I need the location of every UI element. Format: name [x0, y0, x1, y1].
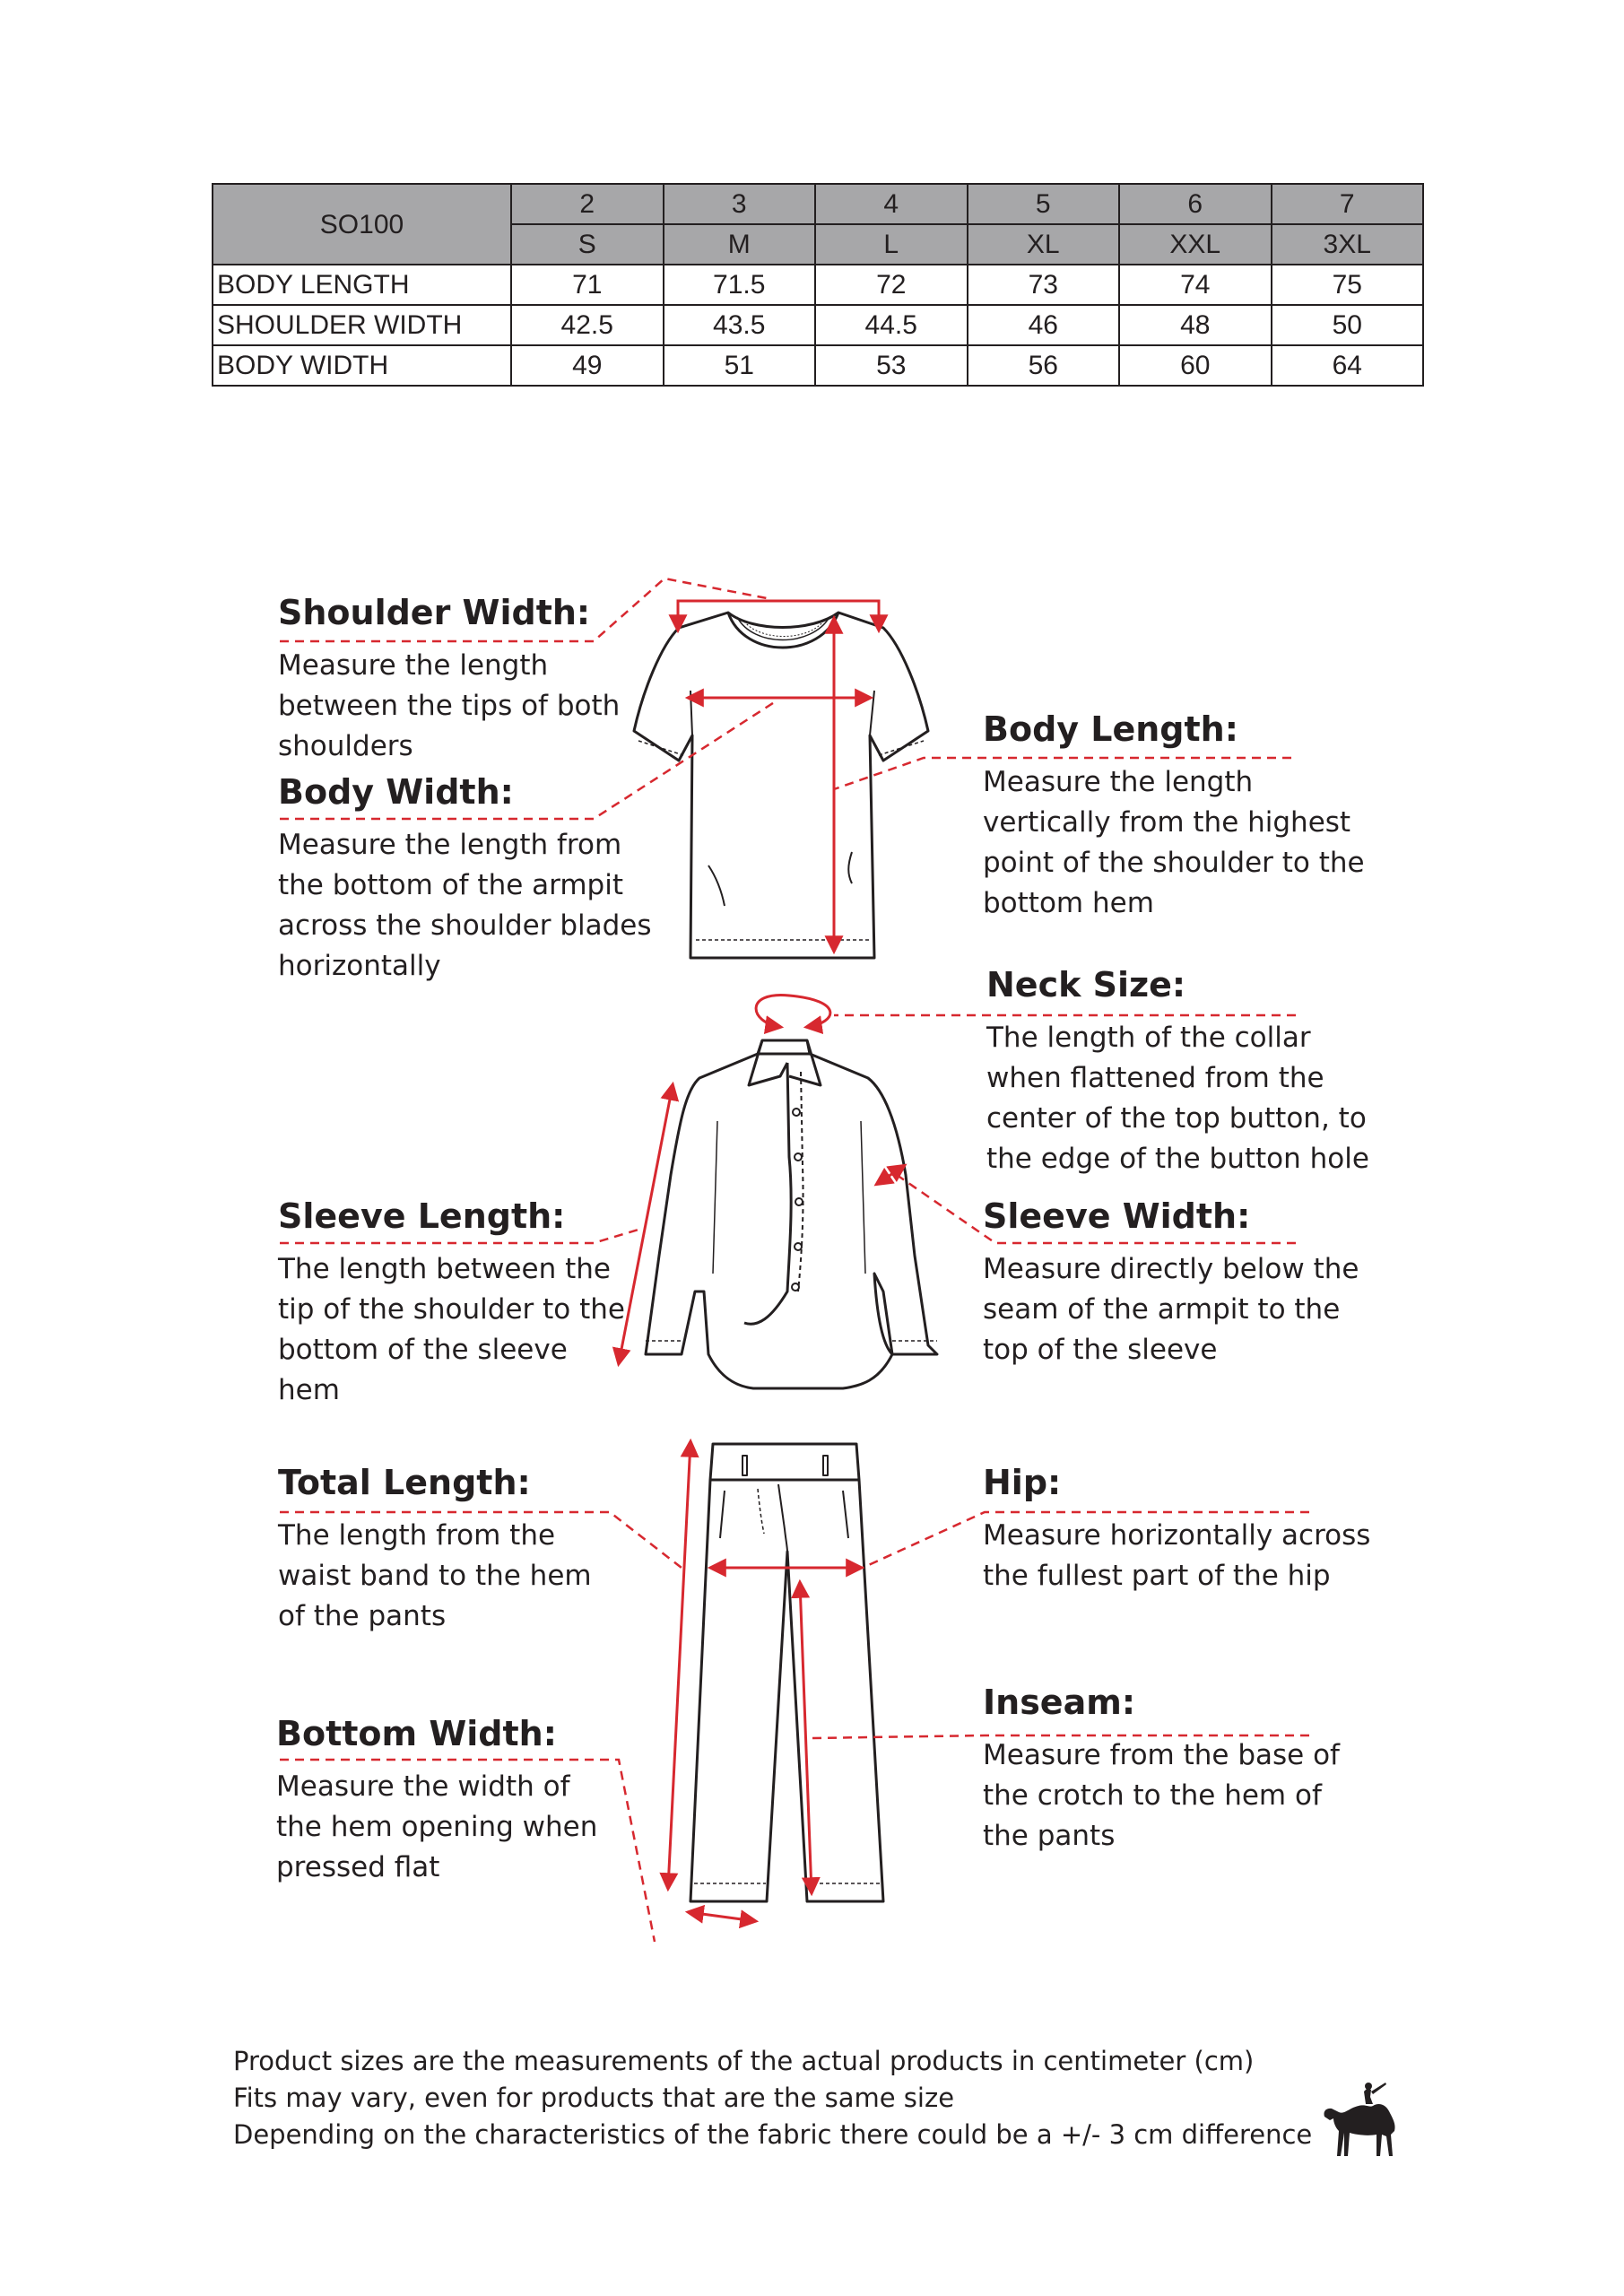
camel-rider-logo-icon [1314, 2081, 1412, 2161]
pants-illustration [690, 1444, 883, 1901]
size-letter: XXL [1119, 224, 1272, 265]
sleeve-width-title: Sleeve Width: [983, 1196, 1251, 1236]
description-line: Measure from the base of [983, 1739, 1340, 1771]
bottom-width-description [276, 1767, 653, 1888]
description-line: seam of the armpit to the [983, 1293, 1341, 1326]
description-line: of the pants [278, 1600, 447, 1632]
description-line: the bottom of the armpit [278, 869, 624, 901]
footer-line: Product sizes are the measurements of the actual products in centimeter (cm) [233, 2046, 1255, 2076]
bottom-width-label [276, 1713, 653, 1888]
table-cell: 42.5 [511, 305, 664, 345]
size-letter: 3XL [1272, 224, 1424, 265]
body-length-description [983, 762, 1377, 924]
table-cell: 50 [1272, 305, 1424, 345]
description-line: Measure horizontally across [983, 1519, 1371, 1552]
description-line: bottom hem [983, 887, 1154, 919]
description-line: center of the top button, to [986, 1102, 1367, 1135]
sleeve-length-description [278, 1249, 655, 1411]
description-line: between the tips of both [278, 690, 621, 722]
description-line: waist band to the hem [278, 1560, 592, 1592]
size-letter: S [511, 224, 664, 265]
description-line: The length from the [278, 1519, 556, 1552]
size-letter: XL [968, 224, 1120, 265]
hip-title: Hip: [983, 1463, 1062, 1502]
description-line: the edge of the button hole [986, 1143, 1369, 1175]
table-cell: 46 [968, 305, 1120, 345]
footer-notes [233, 2043, 1312, 2153]
size-number: 3 [664, 184, 816, 224]
tshirt-illustration [634, 613, 928, 958]
shirt-illustration [646, 1040, 937, 1388]
total-length-label [278, 1462, 655, 1637]
description-line: Measure the length [983, 766, 1254, 798]
bottom-width-title: Bottom Width: [276, 1714, 557, 1753]
description-line: top of the sleeve [983, 1334, 1218, 1366]
table-cell: 53 [815, 345, 968, 386]
size-number: 5 [968, 184, 1120, 224]
description-line: Measure directly below the [983, 1253, 1359, 1285]
table-cell: 49 [511, 345, 664, 386]
body-width-title: Body Width: [278, 772, 514, 812]
shoulder-width-title: Shoulder Width: [278, 593, 591, 632]
size-number: 2 [511, 184, 664, 224]
body-length-label [983, 709, 1377, 924]
table-cell: 64 [1272, 345, 1424, 386]
description-line: vertically from the highest [983, 806, 1351, 839]
hip-label [983, 1462, 1377, 1596]
body-length-title: Body Length: [983, 709, 1238, 749]
table-cell: 74 [1119, 265, 1272, 305]
description-line: Measure the length from [278, 829, 622, 861]
table-cell: 71.5 [664, 265, 816, 305]
description-line: Measure the width of [276, 1770, 570, 1803]
footer-line: Depending on the characteristics of the fabric there could be a +/- 3 cm difference [233, 2119, 1313, 2150]
description-line: The length between the [278, 1253, 611, 1285]
row-label: BODY WIDTH [213, 345, 511, 386]
table-cell: 56 [968, 345, 1120, 386]
footer-line: Fits may vary, even for products that are the same size [233, 2083, 955, 2113]
neck-size-title: Neck Size: [986, 965, 1186, 1004]
description-line: the pants [983, 1820, 1116, 1852]
table-cell: 48 [1119, 305, 1272, 345]
inseam-description [983, 1735, 1377, 1857]
body-width-label [278, 771, 655, 987]
table-cell: 71 [511, 265, 664, 305]
row-label: SHOULDER WIDTH [213, 305, 511, 345]
body-width-description [278, 825, 655, 987]
description-line: the crotch to the hem of [983, 1779, 1322, 1812]
sleeve-width-description [983, 1249, 1377, 1370]
inseam-label [983, 1682, 1377, 1857]
table-cell: 72 [815, 265, 968, 305]
description-line: point of the shoulder to the [983, 847, 1365, 879]
size-number: 4 [815, 184, 968, 224]
table-cell: 75 [1272, 265, 1424, 305]
description-line: The length of the collar [986, 1022, 1311, 1054]
description-line: hem [278, 1374, 340, 1406]
table-cell: 60 [1119, 345, 1272, 386]
total-length-title: Total Length: [278, 1463, 531, 1502]
table-cell: 43.5 [664, 305, 816, 345]
neck-size-label [986, 964, 1381, 1179]
description-line: when flattened from the [986, 1062, 1324, 1094]
neck-size-description [986, 1018, 1381, 1179]
shoulder-width-label [278, 592, 655, 767]
sleeve-length-label [278, 1196, 655, 1411]
total-length-description [278, 1516, 655, 1637]
shoulder-width-description [278, 646, 655, 767]
description-line: bottom of the sleeve [278, 1334, 568, 1366]
description-line: horizontally [278, 950, 441, 982]
table-cell: 44.5 [815, 305, 968, 345]
table-cell: 73 [968, 265, 1120, 305]
description-line: pressed flat [276, 1851, 440, 1883]
size-number: 7 [1272, 184, 1424, 224]
description-line: Measure the length [278, 649, 549, 682]
size-letter: M [664, 224, 816, 265]
description-line: across the shoulder blades [278, 909, 652, 942]
description-line: shoulders [278, 730, 413, 762]
description-line: the hem opening when [276, 1811, 598, 1843]
sleeve-width-label [983, 1196, 1377, 1370]
size-number: 6 [1119, 184, 1272, 224]
description-line: the fullest part of the hip [983, 1560, 1331, 1592]
description-line: tip of the shoulder to the [278, 1293, 625, 1326]
sleeve-length-title: Sleeve Length: [278, 1196, 566, 1236]
hip-description [983, 1516, 1377, 1596]
row-label: BODY LENGTH [213, 265, 511, 305]
table-cell: 51 [664, 345, 816, 386]
inseam-title: Inseam: [983, 1683, 1136, 1722]
model-code: SO100 [213, 184, 511, 265]
size-letter: L [815, 224, 968, 265]
